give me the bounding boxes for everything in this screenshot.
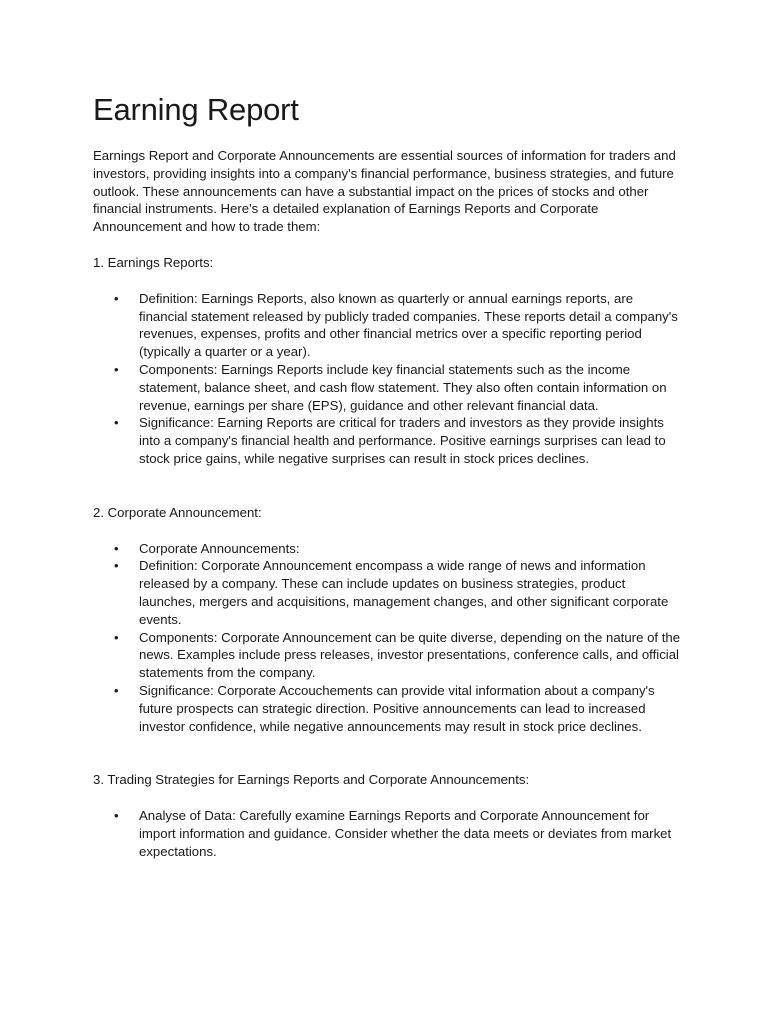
section-heading: 3. Trading Strategies for Earnings Reports and Corporate Announcements:: [93, 772, 530, 788]
bullet-icon: •: [114, 808, 119, 824]
intro-paragraph: Earnings Report and Corporate Announcements are essential sources of information for traders and investors, providing insights into a company's financial performance, business strategies, and future outlook. These announcements can have a substantial impact on the prices of stocks and other financial instruments. Here's a detailed explanation of Earnings Reports and Corporate Announcement and how to trade them:: [93, 148, 676, 235]
list-item-text: Components: Earnings Reports include key financial statements such as the income statement, balance sheet, and cash flow statement. They also often contain information on revenue, earnings per share (EPS), guidance and other relevant financial data.: [139, 361, 667, 413]
document-title: Earning Report: [93, 92, 299, 127]
list-item-text: Components: Corporate Announcement can be quite diverse, depending on the nature of the news. Examples include press releases, investor presentations, conference calls, and official statements from the company.: [139, 629, 681, 681]
list-item: [93, 361, 683, 414]
list-item: [93, 540, 683, 558]
section-corporate-announcement: [93, 504, 683, 736]
bullet-icon: •: [114, 361, 119, 377]
bullet-list: [93, 807, 683, 860]
section-trading-strategies: [93, 771, 683, 860]
section-heading: 1. Earnings Reports:: [93, 254, 214, 270]
bullet-icon: •: [114, 290, 119, 306]
bullet-icon: •: [114, 558, 119, 574]
bullet-list: [93, 540, 683, 736]
list-item-text: Analyse of Data: Carefully examine Earnings Reports and Corporate Announcement for import information and guidance. Consider whether the data meets or deviates from market expectations.: [139, 808, 672, 859]
list-item: [93, 557, 683, 628]
section-earnings-reports: [93, 254, 683, 468]
list-item-text: Significance: Corporate Accouchements can provide vital information about a company's future prospects can strategic direction. Positive announcements can lead to increased investor confidence, while negative announcements may result in stock price declines.: [139, 682, 655, 734]
list-item-text: Corporate Announcements:: [139, 540, 300, 556]
bullet-icon: •: [114, 415, 119, 431]
list-item-text: Definition: Corporate Announcement encompass a wide range of news and information released by a company. These can include updates on business strategies, product launches, mergers and acquisitions, management changes, and other significant corporate events.: [139, 558, 669, 627]
list-item: [93, 682, 683, 735]
list-item: [93, 807, 683, 860]
section-heading: 2. Corporate Announcement:: [93, 504, 262, 520]
list-item-text: Significance: Earning Reports are critical for traders and investors as they provide insights into a company's financial health and performance. Positive earnings surprises can lead to stock price gains, while negative surprises can result in stock prices declines.: [139, 415, 666, 466]
list-item: [93, 414, 683, 467]
list-item-text: Definition: Earnings Reports, also known as quarterly or annual earnings reports, are financial statement released by publicly traded companies. These reports detail a company's revenues, expenses, profits and other financial metrics over a specific reporting period (typically a quarter or a year).: [139, 290, 678, 360]
list-item: [93, 629, 683, 682]
bullet-icon: •: [114, 540, 119, 556]
bullet-list: [93, 290, 683, 468]
list-item: [93, 290, 683, 361]
bullet-icon: •: [114, 629, 119, 645]
document-page: [93, 90, 683, 861]
bullet-icon: •: [114, 682, 119, 698]
